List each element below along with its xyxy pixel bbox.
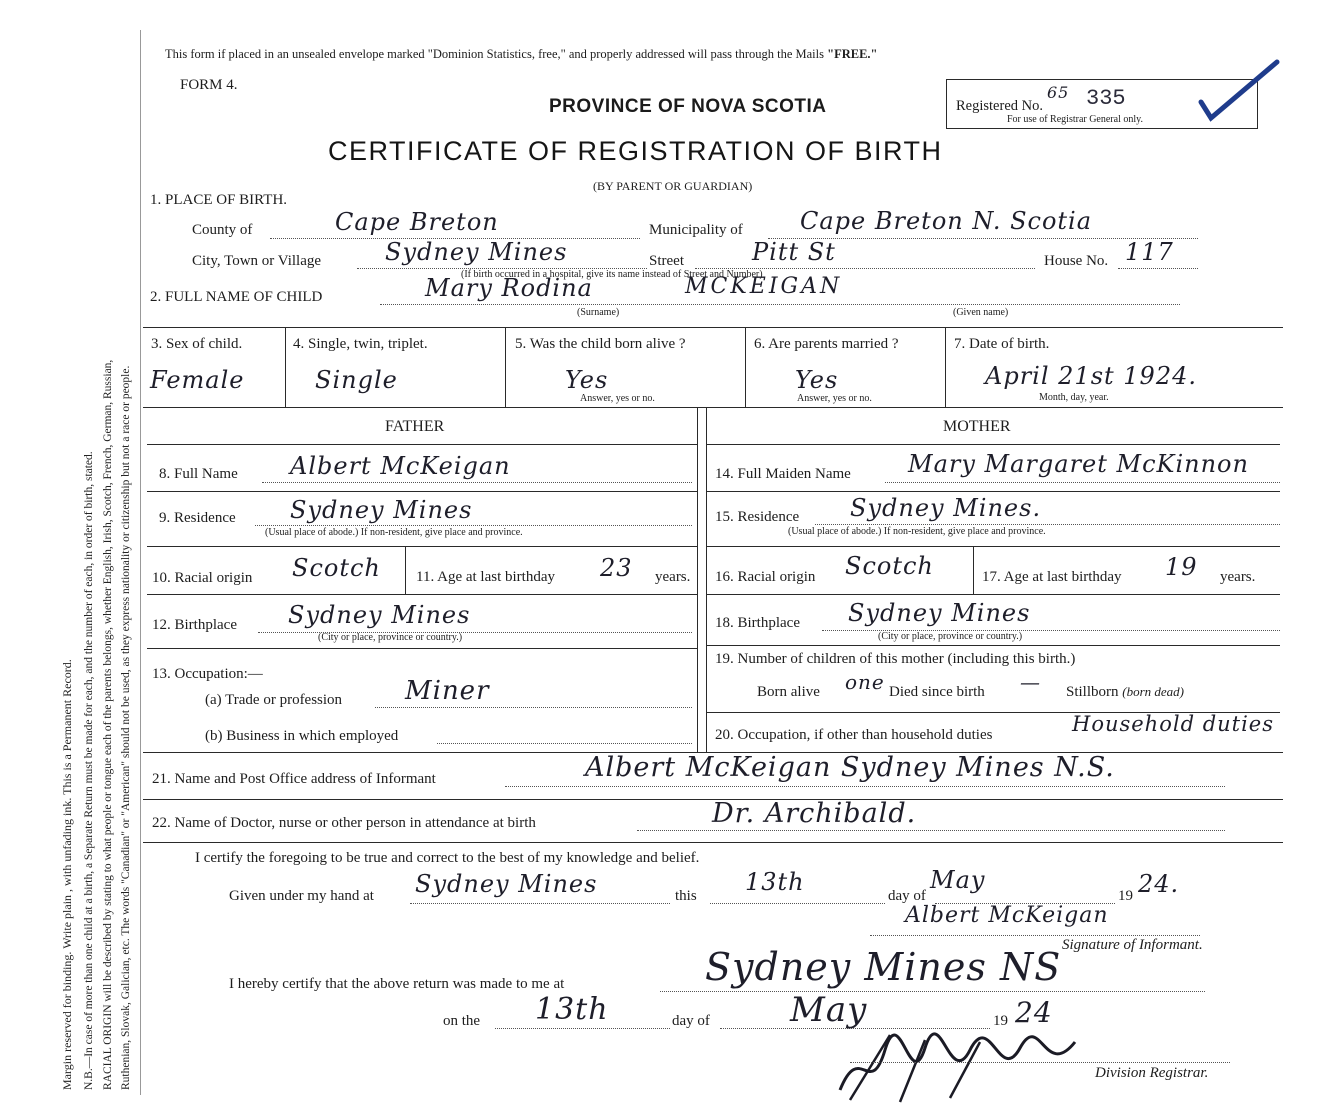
father-racial-label: 10. Racial origin <box>152 570 253 586</box>
father-age-label: 11. Age at last birthday <box>416 569 555 585</box>
registrar-day-value: 13th <box>535 992 609 1027</box>
alive-value: Yes <box>565 366 609 394</box>
surname-caption: (Surname) <box>577 307 620 318</box>
stillborn-group <box>1066 684 1184 701</box>
certify-statement: I certify the foregoing to be true and correct to the best of my knowledge and belief. <box>195 850 700 866</box>
father-name-line <box>262 482 692 483</box>
child-surname-value: MCKEIGAN <box>685 274 843 299</box>
stillborn-label: Stillborn <box>1066 684 1119 700</box>
registrar-year-value: 24 <box>1015 996 1053 1029</box>
informant-signature-line <box>870 935 1200 936</box>
mother-racial-value: Scotch <box>845 552 934 580</box>
child-name-label: 2. FULL NAME OF CHILD <box>150 289 323 305</box>
father-name-label: 8. Full Name <box>159 466 238 482</box>
postal-note <box>165 47 877 62</box>
rule-v2 <box>505 327 506 407</box>
father-trade-value: Miner <box>405 676 490 706</box>
given-place-value: Sydney Mines <box>415 870 598 898</box>
father-residence-value: Sydney Mines <box>290 496 473 524</box>
city-value: Sydney Mines <box>385 238 568 266</box>
mother-birthplace-value: Sydney Mines <box>848 599 1031 627</box>
mother-birthplace-caption: (City or place, province or country.) <box>878 631 1023 642</box>
house-line <box>1118 268 1198 269</box>
date-value: April 21st 1924. <box>985 362 1197 390</box>
rule-row8-right <box>706 491 1280 492</box>
day-of-label: day of <box>888 888 926 904</box>
sex-label: 3. Sex of child. <box>151 336 243 352</box>
page-title: CERTIFICATE OF REGISTRATION OF BIRTH <box>328 136 943 166</box>
registrar-day-line <box>495 1028 670 1029</box>
mother-name-value: Mary Margaret McKinnon <box>908 450 1249 478</box>
plurality-value: Single <box>315 366 398 394</box>
mother-age-unit: years. <box>1220 569 1256 585</box>
rule-row8-left <box>147 491 697 492</box>
rule-row12-right <box>706 645 1280 646</box>
page-subtitle: (BY PARENT OR GUARDIAN) <box>593 179 753 193</box>
given-place-line <box>410 903 670 904</box>
year-value: 24. <box>1138 870 1180 898</box>
mother-age-value: 19 <box>1165 553 1198 581</box>
father-birthplace-label: 12. Birthplace <box>152 617 237 633</box>
day-value: 13th <box>745 868 805 896</box>
sex-value: Female <box>150 366 245 394</box>
rule-top-details <box>143 327 1283 328</box>
rule-heading-right <box>706 444 1280 445</box>
mother-name-label: 14. Full Maiden Name <box>715 466 851 482</box>
informant-label: 21. Name and Post Office address of Informant <box>152 771 436 787</box>
attendant-label: 22. Name of Doctor, nurse or other person in attendance at birth <box>152 815 536 831</box>
child-name-line <box>380 304 1180 305</box>
registrar-place-value: Sydney Mines NS <box>705 945 1062 989</box>
margin-racial-note-2: Ruthenian, Slovak, Galician, etc. The words "Canadian" or "American" should not be used, as they express nationality or citizenship but not a race or people. <box>120 365 132 1090</box>
rule-center-right <box>706 407 707 752</box>
rule-v3 <box>745 327 746 407</box>
mother-residence-line <box>815 524 1280 525</box>
rule-row10-left <box>147 594 697 595</box>
registrar-month-value: May <box>790 990 868 1030</box>
registrar-statement: I hereby certify that the above return was made to me at <box>229 976 565 992</box>
year-prefix: 19 <box>1118 888 1133 904</box>
father-birthplace-caption: (City or place, province or country.) <box>318 632 463 643</box>
informant-value: Albert McKeigan Sydney Mines N.S. <box>585 752 1115 783</box>
father-residence-label: 9. Residence <box>159 510 236 526</box>
died-label: Died since birth <box>889 684 985 700</box>
father-birthplace-value: Sydney Mines <box>288 601 471 629</box>
house-label: House No. <box>1044 253 1109 269</box>
margin-nb-note: N.B.—In case of more than one child at a birth, a Separate Return must be made for each, and the number of each, in order of birth, stated. <box>83 451 95 1090</box>
mother-occupation-value: Household duties <box>1072 712 1275 736</box>
postal-note-text: This form if placed in an unsealed envelope marked "Dominion Statistics, free," and properly addressed will pass through the Mails <box>165 47 828 61</box>
margin-racial-note-1: RACIAL ORIGIN will be described by stating to what people or tongue each of the parents belongs, whether English, Irish, Scotch, French, German, Russian, <box>102 359 114 1090</box>
mother-residence-caption: (Usual place of abode.) If non-resident, give place and province. <box>788 526 1046 537</box>
rule-row12-left <box>147 648 697 649</box>
child-given-value: Mary Rodina <box>425 274 593 302</box>
married-value: Yes <box>795 366 839 394</box>
registrar-day-of-label: day of <box>672 1013 710 1029</box>
registrar-year-prefix: 19 <box>993 1013 1008 1029</box>
plurality-label: 4. Single, twin, triplet. <box>293 336 428 352</box>
mother-name-line <box>885 482 1280 483</box>
father-trade-label: (a) Trade or profession <box>205 692 343 708</box>
mother-residence-value: Sydney Mines. <box>850 494 1042 522</box>
month-value: May <box>930 866 986 894</box>
registration-number: 335 <box>1086 86 1126 111</box>
registration-box <box>946 79 1258 129</box>
municipality-value: Cape Breton N. Scotia <box>800 207 1093 235</box>
father-age-value: 23 <box>600 554 633 582</box>
mother-occupation-label: 20. Occupation, if other than household duties <box>715 727 993 743</box>
date-label: 7. Date of birth. <box>954 336 1050 352</box>
married-caption: Answer, yes or no. <box>797 393 872 404</box>
margin-binding-note: Margin reserved for binding. Write plain , with unfading ink. This is a Permanent Record. <box>60 659 74 1090</box>
county-label: County of <box>192 222 253 238</box>
married-label: 6. Are parents married ? <box>754 336 899 352</box>
city-label: City, Town or Village <box>192 253 322 269</box>
rule-center-left <box>697 407 698 752</box>
checkmark-icon <box>1199 60 1279 120</box>
house-value: 117 <box>1125 238 1174 266</box>
registration-note: For use of Registrar General only. <box>1007 114 1143 125</box>
province-heading: PROVINCE OF NOVA SCOTIA <box>549 96 827 117</box>
margin-rule <box>140 30 141 1095</box>
form-number: FORM 4. <box>180 77 238 93</box>
rule-row22 <box>143 842 1283 843</box>
mother-heading: MOTHER <box>943 418 1011 435</box>
mother-children-label: 19. Number of children of this mother (including this birth.) <box>715 651 1076 667</box>
rule-bottom-details <box>143 407 1283 408</box>
died-value: — <box>1020 670 1041 694</box>
mother-age-label: 17. Age at last birthday <box>982 569 1122 585</box>
mother-racial-label: 16. Racial origin <box>715 569 816 585</box>
date-caption: Month, day, year. <box>1039 392 1109 403</box>
registrar-caption: Division Registrar. <box>1095 1065 1209 1081</box>
father-name-value: Albert McKeigan <box>290 452 511 480</box>
father-trade-line <box>375 707 692 708</box>
given-name-caption: (Given name) <box>953 307 1009 318</box>
rule-row9-left <box>147 546 697 547</box>
on-the-label: on the <box>443 1013 481 1029</box>
attendant-line <box>637 830 1225 831</box>
municipality-label: Municipality of <box>649 222 743 238</box>
father-age-unit: years. <box>655 569 691 585</box>
rule-father-age <box>405 546 406 594</box>
father-business-line <box>437 743 692 744</box>
rule-heading-left <box>147 444 697 445</box>
father-residence-line <box>255 525 692 526</box>
father-occupation-label: 13. Occupation:— <box>152 666 263 682</box>
registration-label: Registered No. <box>956 98 1043 114</box>
born-alive-value: one <box>845 670 885 694</box>
rule-mother-age <box>973 546 974 594</box>
father-racial-value: Scotch <box>292 554 381 582</box>
day-line <box>710 903 885 904</box>
attendant-value: Dr. Archibald. <box>712 798 917 829</box>
rule-v4 <box>945 327 946 407</box>
street-label: Street <box>649 253 684 269</box>
mother-residence-label: 15. Residence <box>715 509 800 525</box>
registrar-place-line <box>660 991 1205 992</box>
father-residence-caption: (Usual place of abode.) If non-resident, give place and province. <box>265 527 523 538</box>
father-business-label: (b) Business in which employed <box>205 728 399 744</box>
alive-caption: Answer, yes or no. <box>580 393 655 404</box>
street-value: Pitt St <box>752 238 836 266</box>
registration-number-prefix: 65 <box>1047 83 1070 102</box>
rule-row9-right <box>706 546 1280 547</box>
hospital-note: (If birth occurred in a hospital, give its name instead of Street and Number) <box>461 269 763 280</box>
born-alive-label: Born alive <box>757 684 820 700</box>
informant-line <box>505 786 1225 787</box>
county-value: Cape Breton <box>335 208 499 236</box>
rule-v1 <box>285 327 286 407</box>
father-heading: FATHER <box>385 418 445 435</box>
place-of-birth-heading: 1. PLACE OF BIRTH. <box>150 192 288 208</box>
postal-note-free: "FREE." <box>827 47 878 61</box>
mother-birthplace-label: 18. Birthplace <box>715 615 800 631</box>
stillborn-note: (born dead) <box>1122 684 1185 699</box>
informant-signature: Albert McKeigan <box>905 903 1109 928</box>
rule-row10-right <box>706 594 1280 595</box>
registrar-signature-line <box>850 1062 1230 1063</box>
informant-signature-caption: Signature of Informant. <box>1062 937 1203 953</box>
alive-label: 5. Was the child born alive ? <box>515 336 686 352</box>
this-label: this <box>675 888 697 904</box>
given-label: Given under my hand at <box>229 888 374 904</box>
registrar-signature <box>830 1020 1090 1110</box>
